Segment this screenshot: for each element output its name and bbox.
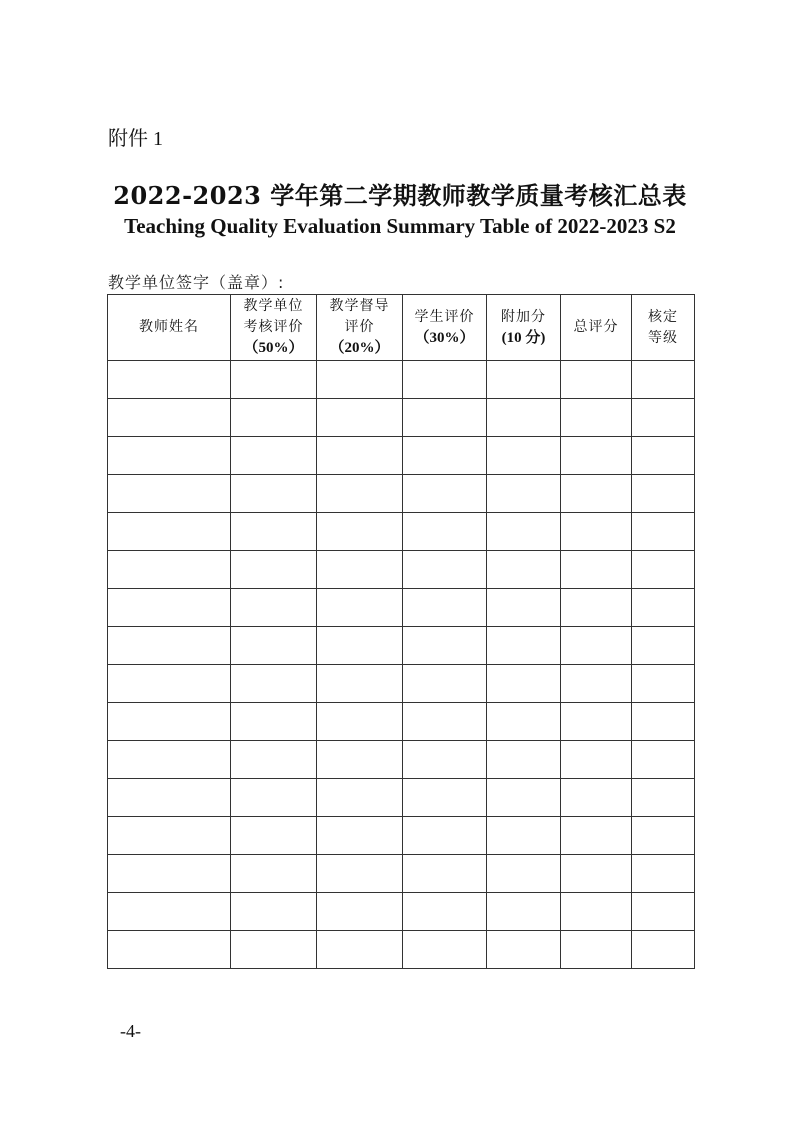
table-cell[interactable]	[561, 627, 632, 665]
table-cell[interactable]	[632, 399, 695, 437]
table-cell[interactable]	[231, 741, 317, 779]
table-cell[interactable]	[231, 437, 317, 475]
attachment-label: 附件 1	[108, 128, 163, 150]
table-row	[108, 779, 695, 817]
table-cell[interactable]	[108, 703, 231, 741]
table-cell[interactable]	[108, 399, 231, 437]
table-cell[interactable]	[317, 741, 403, 779]
table-cell[interactable]	[403, 893, 487, 931]
table-cell[interactable]	[108, 513, 231, 551]
table-cell[interactable]	[231, 589, 317, 627]
header-supervisor-evaluation	[317, 295, 403, 361]
table-cell[interactable]	[632, 931, 695, 969]
table-cell[interactable]	[108, 893, 231, 931]
table-cell[interactable]	[403, 931, 487, 969]
table-cell[interactable]	[317, 893, 403, 931]
table-cell[interactable]	[487, 855, 561, 893]
table-cell[interactable]	[561, 437, 632, 475]
table-cell[interactable]	[632, 551, 695, 589]
header-line: 教学单位	[243, 298, 304, 314]
header-line: 附加分	[501, 308, 546, 325]
table-cell[interactable]	[231, 855, 317, 893]
table-cell[interactable]	[561, 893, 632, 931]
table-cell[interactable]	[632, 703, 695, 741]
table-cell[interactable]	[632, 627, 695, 665]
header-line: 总评分	[573, 319, 619, 335]
table-row	[108, 513, 695, 551]
header-line: 评价	[344, 319, 375, 335]
table-row	[108, 475, 695, 513]
header-line: 学生评价	[414, 308, 475, 325]
table-cell[interactable]	[108, 627, 231, 665]
table-cell[interactable]	[487, 779, 561, 817]
table-cell[interactable]	[403, 855, 487, 893]
table-cell[interactable]	[561, 817, 632, 855]
table-row	[108, 741, 695, 779]
table-cell[interactable]	[231, 475, 317, 513]
table-row	[108, 589, 695, 627]
table-cell[interactable]	[108, 741, 231, 779]
table-cell[interactable]	[561, 855, 632, 893]
header-line: 核定	[648, 308, 678, 325]
table-cell[interactable]	[317, 361, 403, 399]
table-cell[interactable]	[403, 551, 487, 589]
table-cell[interactable]	[108, 779, 231, 817]
table-cell[interactable]	[317, 779, 403, 817]
table-cell[interactable]	[632, 741, 695, 779]
table-cell[interactable]	[317, 665, 403, 703]
table-cell[interactable]	[487, 513, 561, 551]
table-cell[interactable]	[317, 513, 403, 551]
table-cell[interactable]	[561, 931, 632, 969]
header-weight: （50%）	[243, 340, 304, 356]
table-cell[interactable]	[108, 931, 231, 969]
table-cell[interactable]	[561, 741, 632, 779]
table-header-row	[108, 295, 695, 361]
table-cell[interactable]	[561, 475, 632, 513]
page-title-chinese: 2022-2023 学年第二学期教师教学质量考核汇总表	[113, 181, 687, 210]
table-cell[interactable]	[403, 779, 487, 817]
table-row	[108, 437, 695, 475]
table-cell[interactable]	[632, 855, 695, 893]
table-row	[108, 665, 695, 703]
header-line: 等级	[648, 329, 678, 346]
table-cell[interactable]	[231, 703, 317, 741]
table-cell[interactable]	[231, 399, 317, 437]
table-cell[interactable]	[561, 513, 632, 551]
table-cell[interactable]	[108, 551, 231, 589]
header-line: 教师姓名	[139, 319, 199, 335]
table-cell[interactable]	[487, 931, 561, 969]
table-cell[interactable]	[317, 589, 403, 627]
table-row	[108, 551, 695, 589]
table-cell[interactable]	[403, 589, 487, 627]
table-cell[interactable]	[231, 551, 317, 589]
table-cell[interactable]	[632, 665, 695, 703]
header-weight: (10 分)	[501, 329, 546, 346]
header-total-score	[561, 295, 632, 361]
table-row	[108, 931, 695, 969]
table-cell[interactable]	[231, 627, 317, 665]
table-cell[interactable]	[561, 399, 632, 437]
table-cell[interactable]	[632, 817, 695, 855]
table-cell[interactable]	[108, 855, 231, 893]
page-title-english: Teaching Quality Evaluation Summary Table of 2022-2023 S2	[124, 214, 676, 238]
table-row	[108, 627, 695, 665]
table-cell[interactable]	[108, 475, 231, 513]
table-cell[interactable]	[487, 399, 561, 437]
table-cell[interactable]	[317, 551, 403, 589]
table-cell[interactable]	[317, 855, 403, 893]
table-cell[interactable]	[317, 703, 403, 741]
table-cell[interactable]	[561, 589, 632, 627]
table-cell[interactable]	[403, 399, 487, 437]
table-cell[interactable]	[403, 513, 487, 551]
table-cell[interactable]	[403, 741, 487, 779]
table-body	[108, 361, 695, 969]
table-cell[interactable]	[632, 779, 695, 817]
table-cell[interactable]	[561, 779, 632, 817]
table-cell[interactable]	[231, 817, 317, 855]
table-cell[interactable]	[561, 665, 632, 703]
table-cell[interactable]	[487, 893, 561, 931]
table-cell[interactable]	[487, 475, 561, 513]
header-weight: （20%）	[329, 340, 390, 356]
header-grade	[632, 295, 695, 361]
table-cell[interactable]	[403, 665, 487, 703]
table-cell[interactable]	[632, 893, 695, 931]
table-row	[108, 893, 695, 931]
table-cell[interactable]	[317, 627, 403, 665]
header-student-evaluation	[403, 295, 487, 361]
table-cell[interactable]	[231, 779, 317, 817]
table-cell[interactable]	[231, 931, 317, 969]
table-cell[interactable]	[108, 817, 231, 855]
table-cell[interactable]	[561, 361, 632, 399]
table-row	[108, 817, 695, 855]
table-cell[interactable]	[632, 475, 695, 513]
header-weight: （30%）	[414, 329, 475, 346]
table-cell[interactable]	[487, 817, 561, 855]
table-cell[interactable]	[487, 741, 561, 779]
table-cell[interactable]	[231, 361, 317, 399]
table-cell[interactable]	[231, 665, 317, 703]
header-bonus-points	[487, 295, 561, 361]
page-number: -4-	[120, 1021, 141, 1041]
table-cell[interactable]	[632, 589, 695, 627]
table-cell[interactable]	[403, 475, 487, 513]
table-cell[interactable]	[108, 589, 231, 627]
table-cell[interactable]	[108, 437, 231, 475]
table-cell[interactable]	[487, 665, 561, 703]
table-cell[interactable]	[403, 437, 487, 475]
table-cell[interactable]	[403, 361, 487, 399]
table-row	[108, 855, 695, 893]
unit-signature-label: 教学单位签字（盖章）:	[108, 273, 285, 292]
table-cell[interactable]	[487, 627, 561, 665]
table-cell[interactable]	[487, 361, 561, 399]
table-cell[interactable]	[487, 703, 561, 741]
table-cell[interactable]	[487, 551, 561, 589]
table-cell[interactable]	[403, 627, 487, 665]
table-cell[interactable]	[108, 361, 231, 399]
header-teacher-name	[108, 295, 231, 361]
table-cell[interactable]	[487, 589, 561, 627]
table-row	[108, 399, 695, 437]
table-cell[interactable]	[561, 703, 632, 741]
table-row	[108, 361, 695, 399]
table-cell[interactable]	[231, 513, 317, 551]
table-cell[interactable]	[632, 437, 695, 475]
header-line: 教学督导	[329, 298, 390, 314]
table-cell[interactable]	[231, 893, 317, 931]
table-row	[108, 703, 695, 741]
table-cell[interactable]	[487, 437, 561, 475]
table-cell[interactable]	[317, 399, 403, 437]
table-cell[interactable]	[317, 931, 403, 969]
table-cell[interactable]	[317, 817, 403, 855]
header-line: 考核评价	[243, 319, 304, 335]
header-unit-evaluation	[231, 295, 317, 361]
table-cell[interactable]	[632, 361, 695, 399]
table-cell[interactable]	[632, 513, 695, 551]
table-cell[interactable]	[317, 475, 403, 513]
table-cell[interactable]	[561, 551, 632, 589]
table-cell[interactable]	[403, 817, 487, 855]
table-cell[interactable]	[403, 703, 487, 741]
table-cell[interactable]	[108, 665, 231, 703]
evaluation-summary-table	[107, 294, 695, 969]
table-cell[interactable]	[317, 437, 403, 475]
